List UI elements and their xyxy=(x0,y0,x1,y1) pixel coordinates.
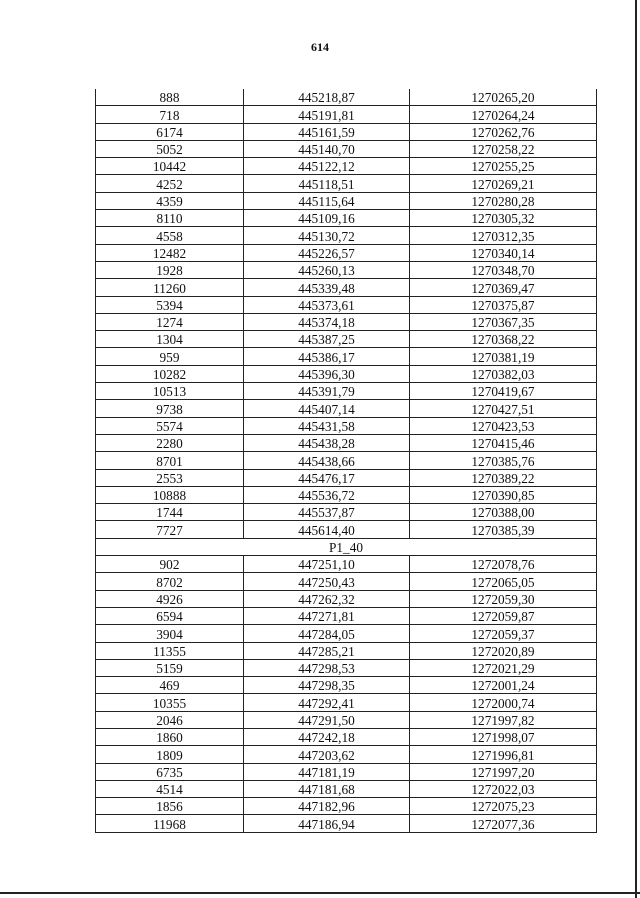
x-coordinate-cell: 447242,18 xyxy=(244,728,410,745)
table-row xyxy=(96,175,597,192)
y-coordinate-cell: 1272075,23 xyxy=(410,798,597,815)
point-number-cell: 10282 xyxy=(96,365,244,382)
y-coordinate-cell: 1270340,14 xyxy=(410,244,597,261)
y-coordinate-cell: 1270265,20 xyxy=(410,89,597,106)
x-coordinate-cell: 445614,40 xyxy=(244,521,410,538)
x-coordinate-cell: 445536,72 xyxy=(244,486,410,503)
y-coordinate-cell: 1270415,46 xyxy=(410,434,597,451)
y-coordinate-cell: 1272059,87 xyxy=(410,607,597,624)
y-coordinate-cell: 1270388,00 xyxy=(410,504,597,521)
x-coordinate-cell: 445218,87 xyxy=(244,89,410,106)
point-number-cell: 6594 xyxy=(96,607,244,624)
table-row xyxy=(96,798,597,815)
y-coordinate-cell: 1270269,21 xyxy=(410,175,597,192)
table-row xyxy=(96,625,597,642)
table-row xyxy=(96,400,597,417)
point-number-cell: 718 xyxy=(96,106,244,123)
point-number-cell: 2553 xyxy=(96,469,244,486)
x-coordinate-cell: 445191,81 xyxy=(244,106,410,123)
y-coordinate-cell: 1271996,81 xyxy=(410,746,597,763)
y-coordinate-cell: 1271998,07 xyxy=(410,728,597,745)
point-number-cell: 6735 xyxy=(96,763,244,780)
y-coordinate-cell: 1272077,36 xyxy=(410,815,597,832)
x-coordinate-cell: 445373,61 xyxy=(244,296,410,313)
y-coordinate-cell: 1272065,05 xyxy=(410,573,597,590)
x-coordinate-cell: 445226,57 xyxy=(244,244,410,261)
table-row xyxy=(96,210,597,227)
table-row xyxy=(96,573,597,590)
x-coordinate-cell: 445386,17 xyxy=(244,348,410,365)
y-coordinate-cell: 1270348,70 xyxy=(410,261,597,278)
point-number-cell: 4252 xyxy=(96,175,244,192)
y-coordinate-cell: 1270312,35 xyxy=(410,227,597,244)
point-number-cell: 1809 xyxy=(96,746,244,763)
table-row xyxy=(96,313,597,330)
x-coordinate-cell: 447284,05 xyxy=(244,625,410,642)
y-coordinate-cell: 1270264,24 xyxy=(410,106,597,123)
point-number-cell: 10888 xyxy=(96,486,244,503)
point-number-cell: 1928 xyxy=(96,261,244,278)
point-number-cell: 959 xyxy=(96,348,244,365)
x-coordinate-cell: 445391,79 xyxy=(244,383,410,400)
x-coordinate-cell: 445260,13 xyxy=(244,261,410,278)
y-coordinate-cell: 1270385,39 xyxy=(410,521,597,538)
page-number: 614 xyxy=(311,40,329,54)
y-coordinate-cell: 1272022,03 xyxy=(410,780,597,797)
table-row xyxy=(96,521,597,538)
table-row xyxy=(96,694,597,711)
point-number-cell: 1274 xyxy=(96,313,244,330)
x-coordinate-cell: 445537,87 xyxy=(244,504,410,521)
x-coordinate-cell: 445122,12 xyxy=(244,158,410,175)
y-coordinate-cell: 1272001,24 xyxy=(410,677,597,694)
x-coordinate-cell: 445118,51 xyxy=(244,175,410,192)
x-coordinate-cell: 447262,32 xyxy=(244,590,410,607)
point-number-cell: 8702 xyxy=(96,573,244,590)
x-coordinate-cell: 447251,10 xyxy=(244,556,410,573)
x-coordinate-cell: 445339,48 xyxy=(244,279,410,296)
x-coordinate-cell: 447181,68 xyxy=(244,780,410,797)
table-row xyxy=(96,642,597,659)
table-row xyxy=(96,590,597,607)
table-row xyxy=(96,123,597,140)
table-row xyxy=(96,279,597,296)
y-coordinate-cell: 1271997,82 xyxy=(410,711,597,728)
y-coordinate-cell: 1270369,47 xyxy=(410,279,597,296)
y-coordinate-cell: 1270255,25 xyxy=(410,158,597,175)
point-number-cell: 8110 xyxy=(96,210,244,227)
point-number-cell: 10442 xyxy=(96,158,244,175)
y-coordinate-cell: 1270280,28 xyxy=(410,192,597,209)
coordinates-table xyxy=(95,89,597,833)
x-coordinate-cell: 447203,62 xyxy=(244,746,410,763)
table-row xyxy=(96,469,597,486)
x-coordinate-cell: 447250,43 xyxy=(244,573,410,590)
table-row xyxy=(96,815,597,832)
point-number-cell: 888 xyxy=(96,89,244,106)
x-coordinate-cell: 445438,66 xyxy=(244,452,410,469)
point-number-cell: 5394 xyxy=(96,296,244,313)
y-coordinate-cell: 1270367,35 xyxy=(410,313,597,330)
table-row xyxy=(96,296,597,313)
x-coordinate-cell: 445109,16 xyxy=(244,210,410,227)
table-row xyxy=(96,677,597,694)
point-number-cell: 1744 xyxy=(96,504,244,521)
x-coordinate-cell: 445387,25 xyxy=(244,331,410,348)
point-number-cell: 3904 xyxy=(96,625,244,642)
point-number-cell: 9738 xyxy=(96,400,244,417)
point-number-cell: 4359 xyxy=(96,192,244,209)
x-coordinate-cell: 447181,19 xyxy=(244,763,410,780)
point-number-cell: 7727 xyxy=(96,521,244,538)
table-row xyxy=(96,556,597,573)
page-edge-bottom xyxy=(0,892,640,894)
x-coordinate-cell: 445431,58 xyxy=(244,417,410,434)
y-coordinate-cell: 1272020,89 xyxy=(410,642,597,659)
point-number-cell: 10355 xyxy=(96,694,244,711)
table-row xyxy=(96,89,597,106)
x-coordinate-cell: 445407,14 xyxy=(244,400,410,417)
x-coordinate-cell: 445396,30 xyxy=(244,365,410,382)
point-number-cell: 5052 xyxy=(96,140,244,157)
point-number-cell: 2046 xyxy=(96,711,244,728)
point-number-cell: 1856 xyxy=(96,798,244,815)
point-number-cell: 11968 xyxy=(96,815,244,832)
point-number-cell: 469 xyxy=(96,677,244,694)
point-number-cell: 4558 xyxy=(96,227,244,244)
y-coordinate-cell: 1270389,22 xyxy=(410,469,597,486)
x-coordinate-cell: 447298,35 xyxy=(244,677,410,694)
y-coordinate-cell: 1272078,76 xyxy=(410,556,597,573)
x-coordinate-cell: 445130,72 xyxy=(244,227,410,244)
point-number-cell: 4514 xyxy=(96,780,244,797)
y-coordinate-cell: 1270381,19 xyxy=(410,348,597,365)
x-coordinate-cell: 447271,81 xyxy=(244,607,410,624)
y-coordinate-cell: 1270419,67 xyxy=(410,383,597,400)
y-coordinate-cell: 1270375,87 xyxy=(410,296,597,313)
point-number-cell: 1304 xyxy=(96,331,244,348)
y-coordinate-cell: 1270258,22 xyxy=(410,140,597,157)
table-row xyxy=(96,348,597,365)
table-row xyxy=(96,261,597,278)
point-number-cell: 10513 xyxy=(96,383,244,400)
y-coordinate-cell: 1270385,76 xyxy=(410,452,597,469)
point-number-cell: 4926 xyxy=(96,590,244,607)
table-row xyxy=(96,763,597,780)
table-row xyxy=(96,452,597,469)
x-coordinate-cell: 445140,70 xyxy=(244,140,410,157)
table-row xyxy=(96,106,597,123)
point-number-cell: 11355 xyxy=(96,642,244,659)
table-row xyxy=(96,192,597,209)
table-row xyxy=(96,607,597,624)
x-coordinate-cell: 445476,17 xyxy=(244,469,410,486)
x-coordinate-cell: 447182,96 xyxy=(244,798,410,815)
point-number-cell: 12482 xyxy=(96,244,244,261)
table-row xyxy=(96,140,597,157)
point-number-cell: 5574 xyxy=(96,417,244,434)
table-row xyxy=(96,417,597,434)
y-coordinate-cell: 1272059,37 xyxy=(410,625,597,642)
table-row xyxy=(96,504,597,521)
section-label: P1_40 xyxy=(96,538,597,555)
point-number-cell: 8701 xyxy=(96,452,244,469)
y-coordinate-cell: 1270390,85 xyxy=(410,486,597,503)
point-number-cell: 11260 xyxy=(96,279,244,296)
y-coordinate-cell: 1270423,53 xyxy=(410,417,597,434)
table-row xyxy=(96,227,597,244)
table-row xyxy=(96,711,597,728)
y-coordinate-cell: 1270427,51 xyxy=(410,400,597,417)
point-number-cell: 2280 xyxy=(96,434,244,451)
point-number-cell: 1860 xyxy=(96,728,244,745)
y-coordinate-cell: 1272000,74 xyxy=(410,694,597,711)
table-row xyxy=(96,780,597,797)
table-row xyxy=(96,486,597,503)
x-coordinate-cell: 447285,21 xyxy=(244,642,410,659)
x-coordinate-cell: 445161,59 xyxy=(244,123,410,140)
y-coordinate-cell: 1272021,29 xyxy=(410,659,597,676)
x-coordinate-cell: 447186,94 xyxy=(244,815,410,832)
table-row xyxy=(96,434,597,451)
point-number-cell: 6174 xyxy=(96,123,244,140)
y-coordinate-cell: 1271997,20 xyxy=(410,763,597,780)
table-row xyxy=(96,383,597,400)
table-row xyxy=(96,746,597,763)
y-coordinate-cell: 1270305,32 xyxy=(410,210,597,227)
y-coordinate-cell: 1270382,03 xyxy=(410,365,597,382)
table-row xyxy=(96,728,597,745)
table-row xyxy=(96,659,597,676)
x-coordinate-cell: 445115,64 xyxy=(244,192,410,209)
x-coordinate-cell: 447292,41 xyxy=(244,694,410,711)
point-number-cell: 902 xyxy=(96,556,244,573)
x-coordinate-cell: 447291,50 xyxy=(244,711,410,728)
y-coordinate-cell: 1270368,22 xyxy=(410,331,597,348)
table-row xyxy=(96,244,597,261)
table-row xyxy=(96,365,597,382)
y-coordinate-cell: 1270262,76 xyxy=(410,123,597,140)
x-coordinate-cell: 445438,28 xyxy=(244,434,410,451)
x-coordinate-cell: 447298,53 xyxy=(244,659,410,676)
x-coordinate-cell: 445374,18 xyxy=(244,313,410,330)
point-number-cell: 5159 xyxy=(96,659,244,676)
page-edge-right xyxy=(635,0,637,898)
table-row xyxy=(96,158,597,175)
y-coordinate-cell: 1272059,30 xyxy=(410,590,597,607)
table-row xyxy=(96,331,597,348)
section-header-row xyxy=(96,538,597,555)
